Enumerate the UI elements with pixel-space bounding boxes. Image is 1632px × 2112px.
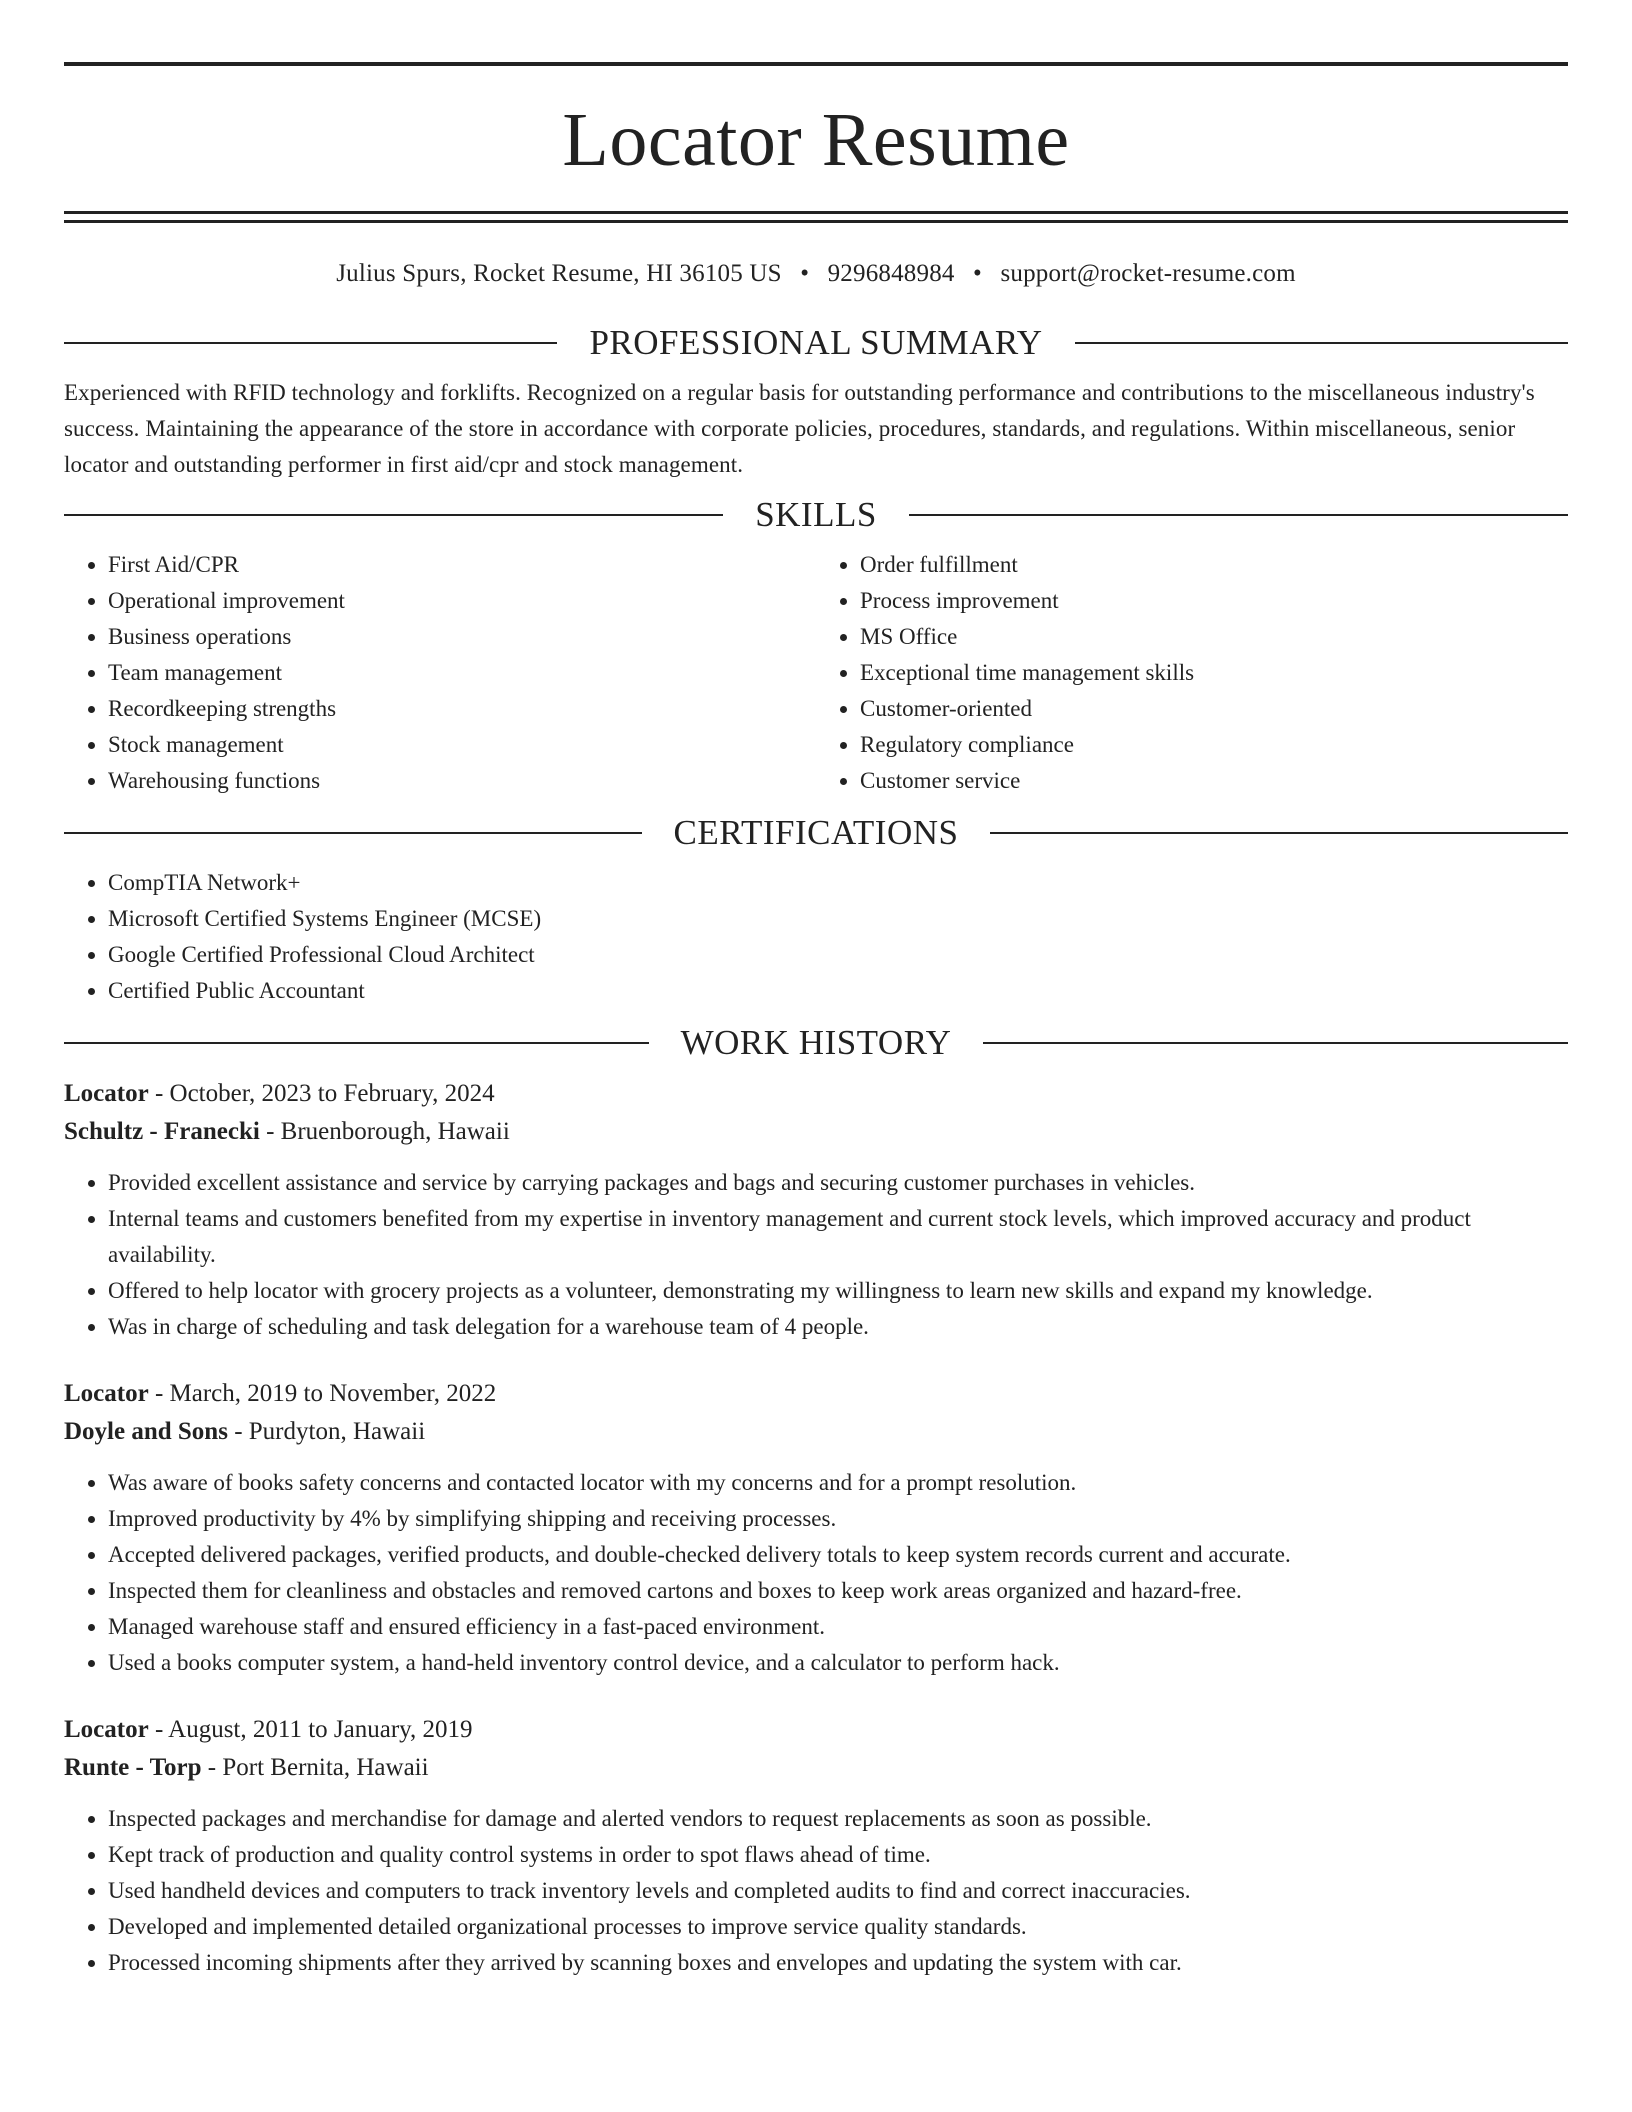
job-title-line <box>64 1711 1568 1749</box>
skill-item: • Business operations <box>108 619 816 655</box>
contact-phone: 9296848984 <box>827 260 955 287</box>
certification-item: • Certified Public Accountant <box>108 973 1568 1009</box>
skill-item: • Warehousing functions <box>108 763 816 799</box>
summary-heading-label: PROFESSIONAL SUMMARY <box>589 323 1043 362</box>
contact-address: Julius Spurs, Rocket Resume, HI 36105 US <box>336 260 782 287</box>
job-bullet: • Improved productivity by 4% by simplifying shipping and receiving processes. <box>108 1501 1568 1537</box>
job-bullets <box>64 1465 1568 1681</box>
certification-item: • Google Certified Professional Cloud Architect <box>108 937 1568 973</box>
contact-email: support@rocket-resume.com <box>1000 260 1296 287</box>
heading-rule-left <box>64 342 557 344</box>
job-company: Runte - Torp <box>64 1754 202 1781</box>
skills-heading <box>64 495 1568 535</box>
job-dates: - October, 2023 to February, 2024 <box>148 1080 495 1107</box>
summary-text: Experienced with RFID technology and forklifts. Recognized on a regular basis for outstanding performance and contributions to the miscellaneous industry's success. Maintaining the appearance of the store in accordance with corporate policies, procedures, standards, and regulations. Within miscellaneous, senior locator and outstanding performer in first aid/cpr and stock management. <box>64 380 1535 477</box>
job-bullet: • Used a books computer system, a hand-held inventory control device, and a calculator to perform hack. <box>108 1645 1568 1681</box>
certifications-heading <box>64 813 1568 853</box>
job-bullet: • Inspected packages and merchandise for damage and alerted vendors to request replacements as soon as possible. <box>108 1801 1568 1837</box>
job-location: - Purdyton, Hawaii <box>227 1418 426 1445</box>
skill-item: • MS Office <box>860 619 1568 655</box>
job-role: Locator <box>64 1380 149 1407</box>
certifications-list <box>64 865 1568 1009</box>
job-company: Schultz - Franecki <box>64 1118 260 1145</box>
contact-separator: • <box>800 260 810 287</box>
skill-item: • Order fulfillment <box>860 547 1568 583</box>
skill-item: • Process improvement <box>860 583 1568 619</box>
job-bullet: • Used handheld devices and computers to track inventory levels and completed audits to find and correct inaccuracies. <box>108 1873 1568 1909</box>
job-company: Doyle and Sons <box>64 1418 228 1445</box>
job-role: Locator <box>64 1080 149 1107</box>
job-location: - Bruenborough, Hawaii <box>259 1118 510 1145</box>
skill-item: • Exceptional time management skills <box>860 655 1568 691</box>
heading-rule-left <box>64 1042 649 1044</box>
job-entry <box>64 1075 1568 1345</box>
heading-rule-right <box>983 1042 1568 1044</box>
skills-list-left <box>64 547 816 799</box>
certification-item: • Microsoft Certified Systems Engineer (MCSE) <box>108 901 1568 937</box>
job-bullet: • Kept track of production and quality control systems in order to spot flaws ahead of time. <box>108 1837 1568 1873</box>
job-bullet: • Processed incoming shipments after they arrived by scanning boxes and envelopes and updating the system with car. <box>108 1945 1568 1981</box>
skill-item: • Operational improvement <box>108 583 816 619</box>
job-bullet: • Was aware of books safety concerns and contacted locator with my concerns and for a prompt resolution. <box>108 1465 1568 1501</box>
skills-grid <box>64 547 1568 799</box>
job-role: Locator <box>64 1716 149 1743</box>
job-company-line <box>64 1749 1568 1787</box>
job-dates: - March, 2019 to November, 2022 <box>148 1380 497 1407</box>
job-title-line <box>64 1375 1568 1413</box>
job-bullet: • Managed warehouse staff and ensured efficiency in a fast-paced environment. <box>108 1609 1568 1645</box>
job-bullets <box>64 1165 1568 1345</box>
job-entry <box>64 1375 1568 1681</box>
job-bullet: • Was in charge of scheduling and task delegation for a warehouse team of 4 people. <box>108 1309 1568 1345</box>
certification-item: • CompTIA Network+ <box>108 865 1568 901</box>
skill-item: • Customer-oriented <box>860 691 1568 727</box>
job-company-line <box>64 1113 1568 1151</box>
job-bullet: • Accepted delivered packages, verified products, and double-checked delivery totals to keep system records current and accurate. <box>108 1537 1568 1573</box>
skill-item: • Customer service <box>860 763 1568 799</box>
skills-heading-label: SKILLS <box>755 495 877 534</box>
certifications-heading-label: CERTIFICATIONS <box>673 813 959 852</box>
heading-rule-left <box>64 514 723 516</box>
heading-rule-right <box>990 832 1568 834</box>
heading-rule-right <box>1075 342 1568 344</box>
job-bullet: • Developed and implemented detailed organizational processes to improve service quality standards. <box>108 1909 1568 1945</box>
skill-item: • Team management <box>108 655 816 691</box>
skill-item: • Recordkeeping strengths <box>108 691 816 727</box>
heading-rule-left <box>64 832 642 834</box>
job-bullet: • Internal teams and customers benefited from my expertise in inventory management and current stock levels, which improved accuracy and product availability. <box>108 1201 1568 1273</box>
job-bullets <box>64 1801 1568 1981</box>
skill-item: • Stock management <box>108 727 816 763</box>
job-bullet: • Offered to help locator with grocery projects as a volunteer, demonstrating my willingness to learn new skills and expand my knowledge. <box>108 1273 1568 1309</box>
job-entry <box>64 1711 1568 1981</box>
top-rule <box>64 62 1568 66</box>
job-company-line <box>64 1413 1568 1451</box>
skills-list-right <box>816 547 1568 799</box>
work-heading-label: WORK HISTORY <box>680 1023 952 1062</box>
skill-item: • First Aid/CPR <box>108 547 816 583</box>
job-title-line <box>64 1075 1568 1113</box>
work-heading <box>64 1023 1568 1063</box>
skill-item: • Regulatory compliance <box>860 727 1568 763</box>
heading-rule-right <box>909 514 1568 516</box>
contact-line <box>64 259 1568 289</box>
job-location: - Port Bernita, Hawaii <box>201 1754 429 1781</box>
job-bullet: • Inspected them for cleanliness and obstacles and removed cartons and boxes to keep work areas organized and hazard-free. <box>108 1573 1568 1609</box>
contact-separator: • <box>973 260 982 287</box>
job-dates: - August, 2011 to January, 2019 <box>148 1716 473 1743</box>
title-double-rule <box>64 211 1568 223</box>
resume-title: Locator Resume <box>562 98 1070 182</box>
summary-heading <box>64 323 1568 363</box>
job-bullet: • Provided excellent assistance and service by carrying packages and bags and securing customer purchases in vehicles. <box>108 1165 1568 1201</box>
